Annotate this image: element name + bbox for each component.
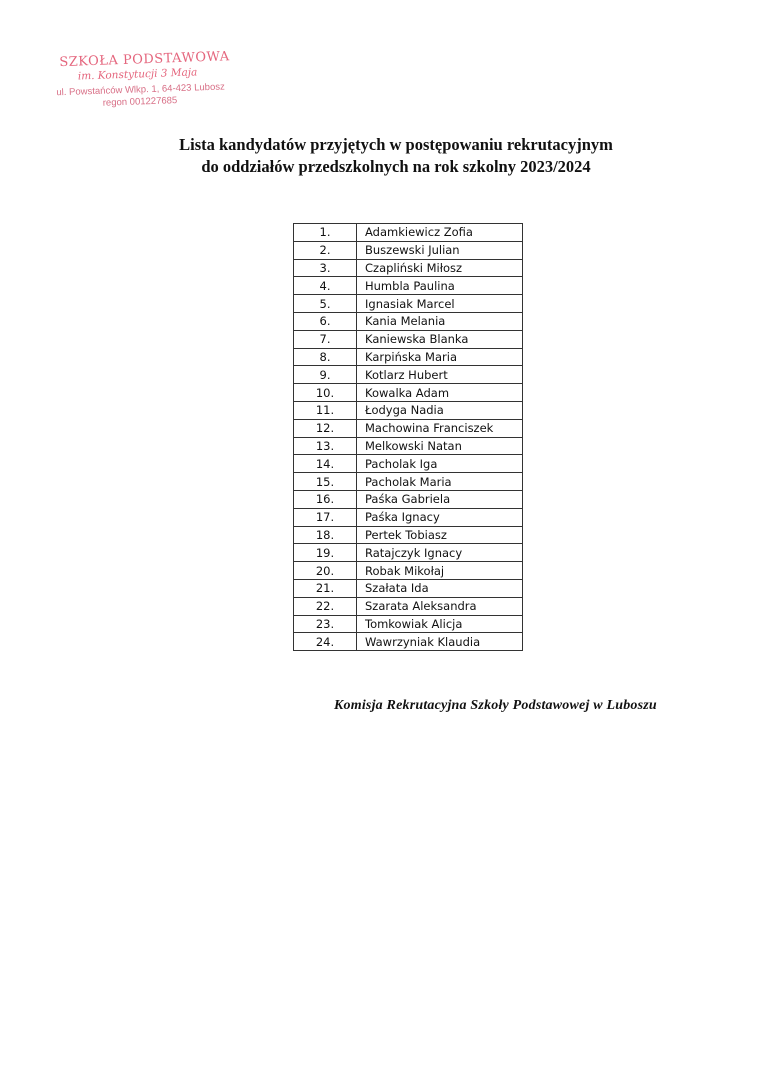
stamp-patron: im. Konstytucji 3 Maja — [77, 66, 198, 83]
table-row — [294, 473, 523, 491]
candidate-name: Pacholak Maria — [357, 473, 523, 491]
stamp-school-name: SZKOŁA PODSTAWOWA — [59, 49, 230, 71]
row-number: 24. — [294, 633, 357, 651]
candidates-table-body — [294, 224, 523, 651]
row-number: 5. — [294, 295, 357, 313]
row-number: 22. — [294, 597, 357, 615]
table-row — [294, 401, 523, 419]
table-row — [294, 259, 523, 277]
table-row — [294, 277, 523, 295]
candidate-name: Ignasiak Marcel — [357, 295, 523, 313]
table-row — [294, 366, 523, 384]
row-number: 15. — [294, 473, 357, 491]
candidate-name: Melkowski Natan — [357, 437, 523, 455]
stamp-address: ul. Powstańców Wlkp. 1, 64-423 Lubosz — [56, 81, 225, 99]
table-row — [294, 224, 523, 242]
table-row — [294, 579, 523, 597]
table-row — [294, 490, 523, 508]
row-number: 21. — [294, 579, 357, 597]
row-number: 11. — [294, 401, 357, 419]
row-number: 1. — [294, 224, 357, 242]
document-title — [0, 134, 764, 178]
candidate-name: Ratajczyk Ignacy — [357, 544, 523, 562]
candidate-name: Szałata Ida — [357, 579, 523, 597]
table-row — [294, 330, 523, 348]
candidate-name: Kowalka Adam — [357, 384, 523, 402]
candidate-name: Łodyga Nadia — [357, 401, 523, 419]
row-number: 19. — [294, 544, 357, 562]
candidate-name: Kaniewska Blanka — [357, 330, 523, 348]
candidate-name: Paśka Gabriela — [357, 490, 523, 508]
table-row — [294, 597, 523, 615]
row-number: 6. — [294, 312, 357, 330]
candidate-name: Machowina Franciszek — [357, 419, 523, 437]
candidate-name: Pertek Tobiasz — [357, 526, 523, 544]
row-number: 12. — [294, 419, 357, 437]
table-row — [294, 615, 523, 633]
table-row — [294, 633, 523, 651]
row-number: 9. — [294, 366, 357, 384]
title-line-2: do oddziałów przedszkolnych na rok szkolny 2023/2024 — [201, 157, 591, 176]
candidate-name: Karpińska Maria — [357, 348, 523, 366]
row-number: 17. — [294, 508, 357, 526]
row-number: 7. — [294, 330, 357, 348]
title-line-1: Lista kandydatów przyjętych w postępowaniu rekrutacyjnym — [179, 135, 613, 154]
candidate-name: Buszewski Julian — [357, 241, 523, 259]
candidates-table — [293, 223, 523, 651]
table-row — [294, 562, 523, 580]
candidate-name: Paśka Ignacy — [357, 508, 523, 526]
table-row — [294, 508, 523, 526]
candidate-name: Szarata Aleksandra — [357, 597, 523, 615]
table-row — [294, 419, 523, 437]
table-row — [294, 384, 523, 402]
candidate-name: Tomkowiak Alicja — [357, 615, 523, 633]
stamp-regon: regon 001227685 — [102, 95, 178, 109]
table-row — [294, 437, 523, 455]
candidate-name: Czapliński Miłosz — [357, 259, 523, 277]
table-row — [294, 295, 523, 313]
row-number: 23. — [294, 615, 357, 633]
candidate-name: Robak Mikołaj — [357, 562, 523, 580]
table-row — [294, 455, 523, 473]
candidate-name: Humbla Paulina — [357, 277, 523, 295]
row-number: 4. — [294, 277, 357, 295]
row-number: 20. — [294, 562, 357, 580]
row-number: 8. — [294, 348, 357, 366]
table-row — [294, 348, 523, 366]
table-row — [294, 526, 523, 544]
committee-signature: Komisja Rekrutacyjna Szkoły Podstawowej w Luboszu — [334, 698, 657, 713]
candidate-name: Kania Melania — [357, 312, 523, 330]
row-number: 16. — [294, 490, 357, 508]
candidate-name: Wawrzyniak Klaudia — [357, 633, 523, 651]
row-number: 3. — [294, 259, 357, 277]
school-stamp — [55, 49, 247, 111]
row-number: 18. — [294, 526, 357, 544]
row-number: 14. — [294, 455, 357, 473]
row-number: 2. — [294, 241, 357, 259]
candidate-name: Kotlarz Hubert — [357, 366, 523, 384]
table-row — [294, 544, 523, 562]
row-number: 13. — [294, 437, 357, 455]
row-number: 10. — [294, 384, 357, 402]
candidate-name: Pacholak Iga — [357, 455, 523, 473]
candidate-name: Adamkiewicz Zofia — [357, 224, 523, 242]
table-row — [294, 312, 523, 330]
table-row — [294, 241, 523, 259]
